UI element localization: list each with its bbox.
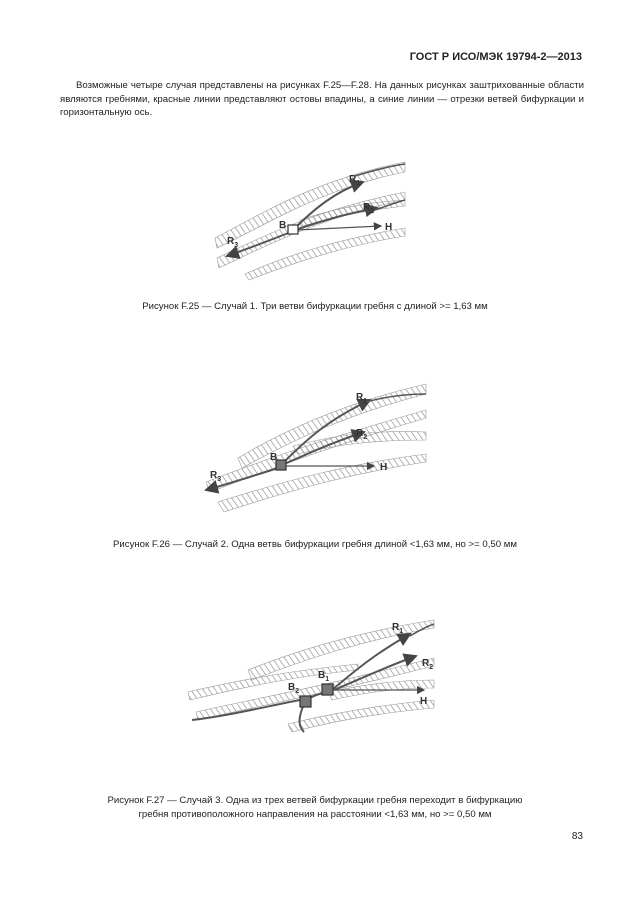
ridge-hatching: [206, 384, 426, 512]
label-r2: $R_2$: [363, 202, 375, 215]
label-r1: $R_1$: [349, 174, 361, 187]
bifurcation-marker: [276, 460, 286, 470]
figure-f26: [198, 372, 430, 522]
label-b2: $B_2$: [288, 682, 300, 695]
bifurcation-marker-b2: [300, 696, 311, 707]
figure-f27-caption-line-2: гребня противоположного направления на расстоянии <1,63 мм, но >= 0,50 мм: [138, 809, 492, 820]
page-number: 83: [571, 831, 583, 842]
label-b: B: [279, 220, 287, 231]
label-r3: $R_3$: [210, 470, 222, 483]
figure-f25-diagram: [205, 150, 415, 280]
bifurcation-marker: [288, 225, 298, 234]
label-r2: $R_2$: [356, 428, 368, 441]
label-r1: $R_1$: [356, 392, 368, 405]
label-r1: $R_1$: [392, 622, 404, 635]
branch-lines: [192, 624, 434, 732]
figure-f26-caption: Рисунок F.26 — Случай 2. Одна ветвь бифуркации гребня длиной <1,63 мм, но >= 0,50 мм: [113, 539, 517, 550]
figure-f27: [188, 608, 440, 758]
figure-f25-caption: Рисунок F.25 — Случай 1. Три ветви бифуркации гребня с длиной >= 1,63 мм: [142, 301, 488, 312]
figure-f25: [205, 150, 415, 280]
intro-paragraph: Возможные четыре случая представлены на рисунках F.25—F.28. На данных рисунках заштрихованные области являются гребнями, красные линии представляют остовы впадины, а синие линии — отрезки ветвей бифуркации и горизонтальную ось.: [60, 80, 584, 119]
label-h: H: [380, 462, 388, 473]
figure-f27-caption-line-1: Рисунок F.27 — Случай 3. Одна из трех ветвей бифуркации гребня переходит в бифуркацию: [107, 795, 523, 806]
label-r2: $R_2$: [422, 658, 434, 671]
document-header: ГОСТ Р ИСО/МЭК 19794-2—2013: [409, 51, 582, 63]
figure-f26-diagram: [198, 372, 430, 522]
ridge-hatching: [215, 162, 405, 280]
label-b: B: [270, 452, 278, 463]
label-h: H: [385, 222, 393, 233]
label-b1: $B_1$: [318, 670, 330, 683]
label-r3: $R_3$: [227, 236, 239, 249]
label-h: H: [420, 696, 428, 707]
figure-f27-diagram: [188, 608, 440, 758]
bifurcation-marker-b1: [322, 684, 333, 695]
